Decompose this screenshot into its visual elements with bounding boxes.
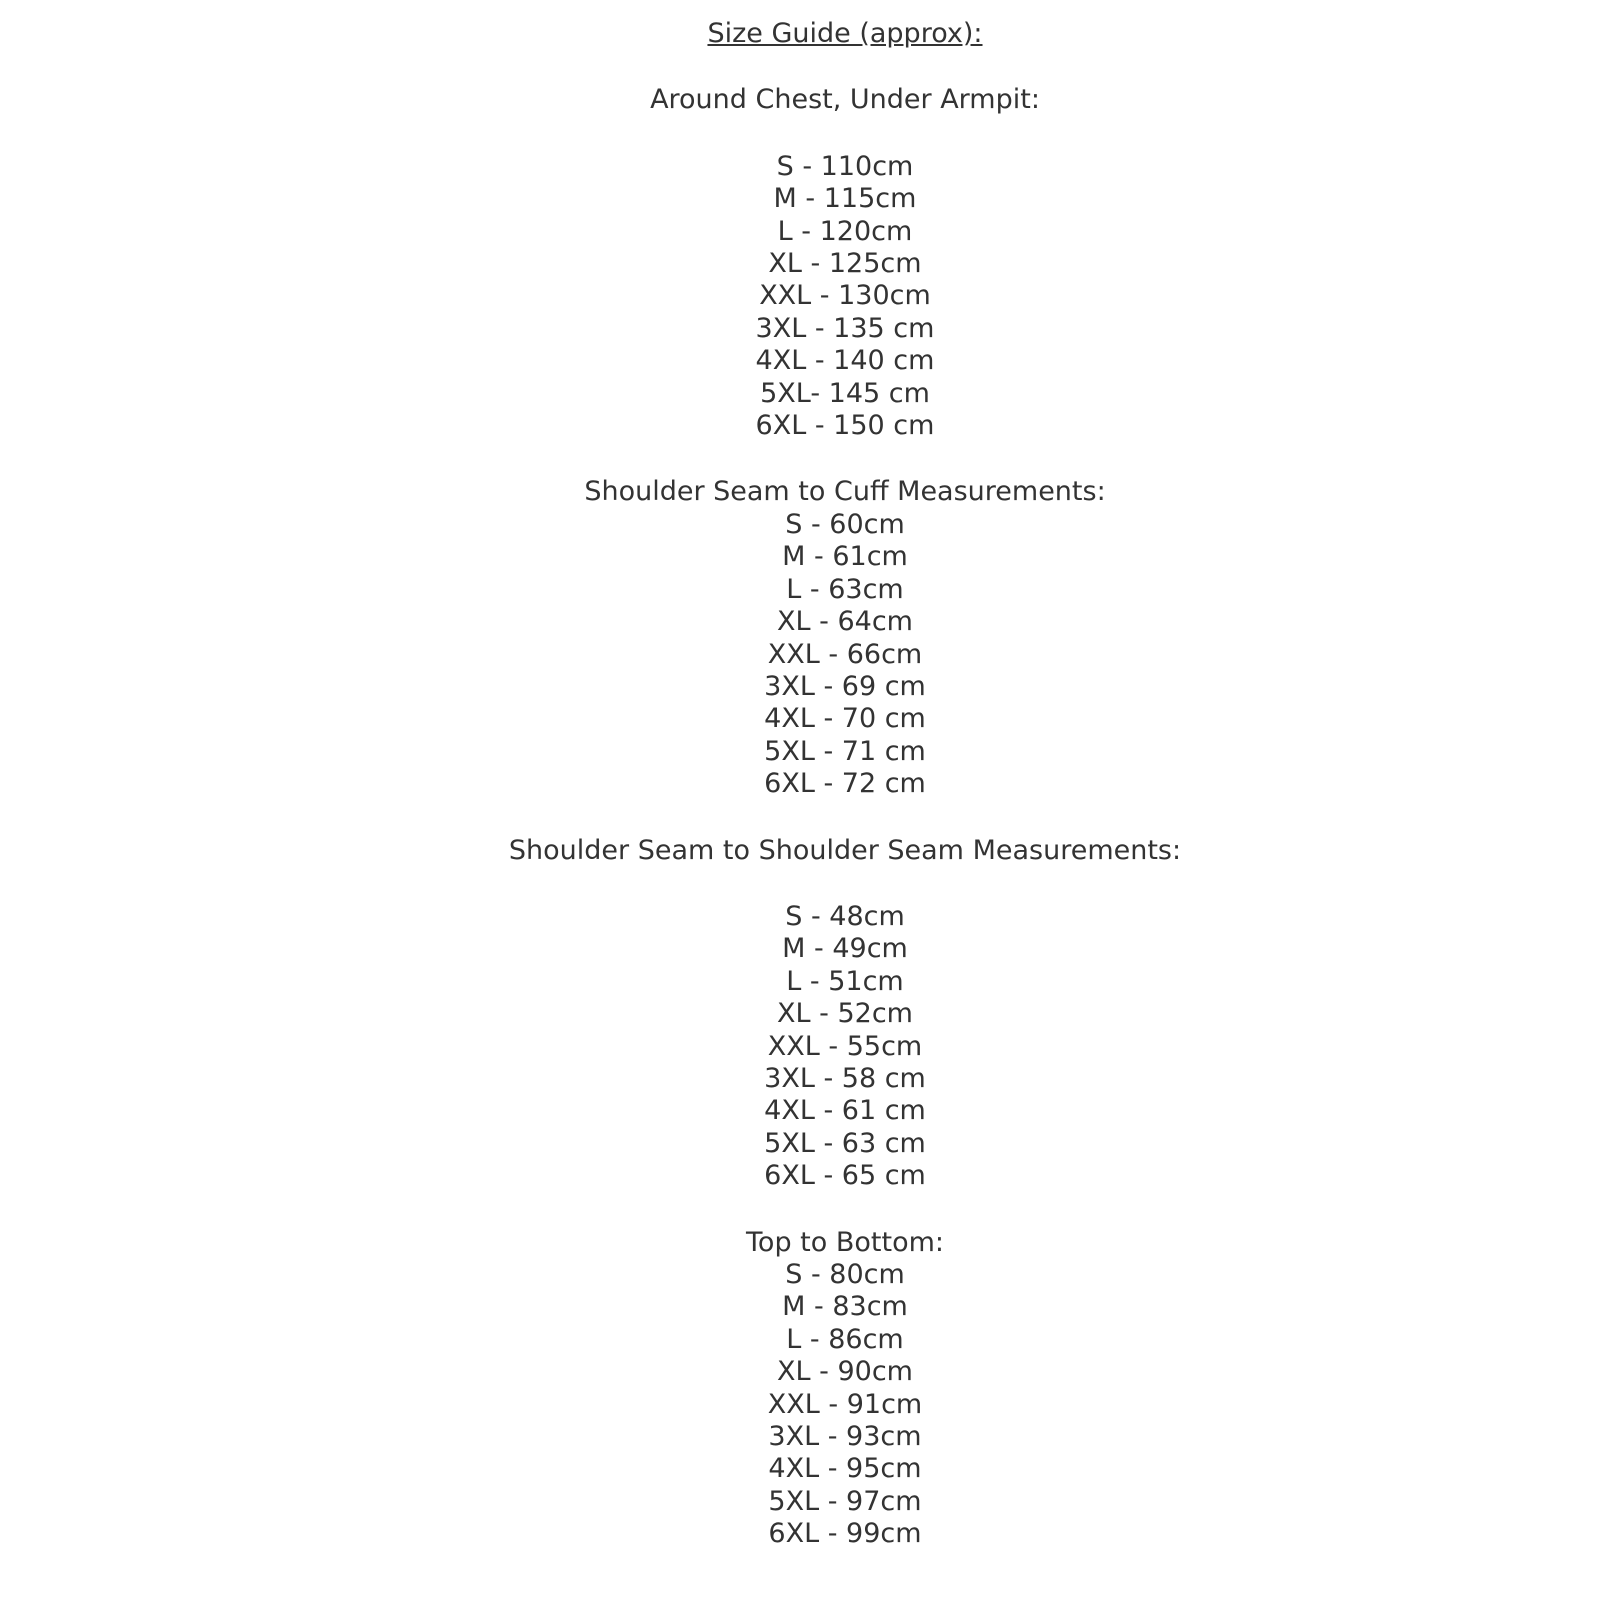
size-measurement-line: 3XL - 135 cm [755,312,935,344]
size-measurement-line: M - 49cm [782,933,908,965]
size-list-top-to-bottom [90,1259,1600,1551]
size-measurement-line: XL - 64cm [777,606,913,638]
size-measurement-line: 5XL- 145 cm [760,377,930,409]
size-measurement-line: S - 80cm [785,1259,905,1290]
size-list-around-chest [90,151,1600,443]
size-measurement-line: XL - 125cm [768,248,922,280]
size-measurement-line: 4XL - 140 cm [755,345,935,377]
size-measurement-line: 6XL - 72 cm [764,768,926,800]
section-heading-shoulder-to-cuff: Shoulder Seam to Cuff Measurements: [584,476,1106,508]
size-measurement-line: 3XL - 69 cm [764,670,926,702]
size-measurement-line: 5XL - 97cm [768,1485,922,1517]
size-measurement-line: 5XL - 71 cm [764,735,926,767]
size-measurement-line: L - 51cm [786,965,904,997]
size-list-shoulder-to-shoulder [90,901,1600,1193]
size-measurement-line: L - 86cm [786,1323,904,1355]
size-measurement-line: 6XL - 150 cm [755,410,935,442]
section-shoulder-to-shoulder [90,835,1600,1193]
size-measurement-line: XXL - 91cm [767,1388,923,1420]
size-measurement-line: L - 63cm [786,573,904,605]
size-measurement-line: 6XL - 65 cm [764,1160,926,1192]
size-measurement-line: 3XL - 93cm [768,1421,922,1453]
size-measurement-line: 5XL - 63 cm [764,1127,926,1159]
size-measurement-line: 6XL - 99cm [768,1518,922,1550]
section-around-chest [90,84,1600,442]
size-measurement-line: 4XL - 70 cm [764,703,926,735]
size-measurement-line: S - 110cm [776,150,914,182]
size-list-shoulder-to-cuff [90,509,1600,801]
size-guide-title: Size Guide (approx): [707,18,983,49]
size-measurement-line: 4XL - 61 cm [764,1095,926,1127]
size-measurement-line: XXL - 55cm [767,1030,923,1062]
section-top-to-bottom [90,1227,1600,1551]
size-measurement-line: 4XL - 95cm [768,1453,922,1485]
section-heading-around-chest: Around Chest, Under Armpit: [650,84,1040,116]
size-measurement-line: XL - 90cm [777,1356,913,1388]
section-heading-top-to-bottom: Top to Bottom: [746,1226,944,1258]
size-measurement-line: S - 48cm [785,900,905,932]
size-measurement-line: L - 120cm [777,215,913,247]
section-shoulder-to-cuff [90,476,1600,800]
size-measurement-line: S - 60cm [785,508,905,540]
size-measurement-line: M - 83cm [782,1291,908,1323]
size-measurement-line: XXL - 66cm [767,638,923,670]
size-measurement-line: M - 61cm [782,541,908,573]
size-measurement-line: 3XL - 58 cm [764,1062,926,1094]
section-heading-shoulder-to-shoulder: Shoulder Seam to Shoulder Seam Measurements: [508,834,1182,866]
size-measurement-line: XXL - 130cm [759,280,931,312]
size-measurement-line: XL - 52cm [777,998,913,1030]
size-measurement-line: M - 115cm [773,183,917,215]
